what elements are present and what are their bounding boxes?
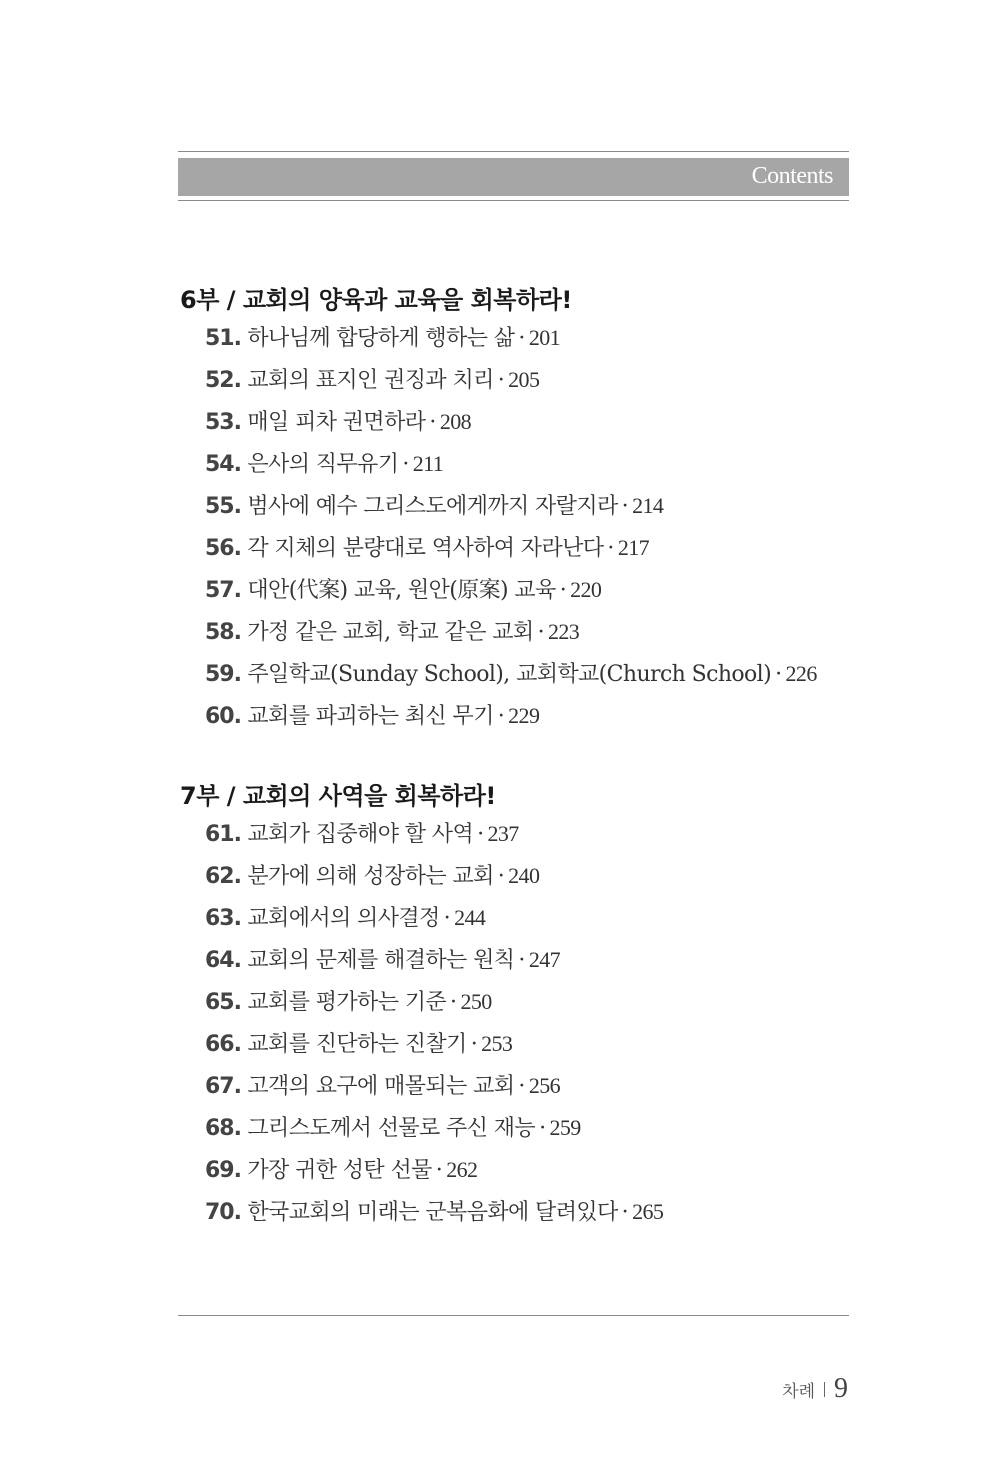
entry-title: 한국교회의 미래는 군복음화에 달려있다	[247, 1200, 618, 1225]
entry-title: 교회를 진단하는 진찰기	[247, 1032, 467, 1057]
section-part-6	[180, 283, 840, 737]
entry-number: 61.	[205, 822, 241, 847]
page-footer	[782, 1372, 848, 1406]
entry-number: 69.	[205, 1158, 241, 1183]
toc-entry[interactable]	[205, 653, 840, 695]
toc-entry[interactable]	[205, 813, 840, 855]
entry-number: 53.	[205, 410, 241, 435]
entry-separator: ·	[621, 1200, 629, 1225]
entry-separator: ·	[497, 368, 505, 393]
toc-entry[interactable]	[205, 1191, 840, 1233]
entry-page-number: 259	[549, 1115, 581, 1140]
entry-separator: ·	[450, 990, 457, 1015]
entry-title: 교회를 파괴하는 최신 무기	[247, 704, 494, 729]
entry-title: 교회의 문제를 해결하는 원칙	[247, 948, 515, 973]
entry-number: 66.	[205, 1032, 241, 1057]
toc-entry[interactable]	[205, 485, 840, 527]
toc-entry[interactable]	[205, 527, 840, 569]
footer-divider	[824, 1382, 825, 1397]
entry-title: 대안(代案) 교육, 원안(原案) 교육	[247, 578, 556, 603]
entry-page-number: 223	[547, 619, 580, 644]
entry-number: 68.	[205, 1116, 241, 1141]
toc-entry[interactable]	[205, 1149, 840, 1191]
entry-page-number: 240	[508, 863, 540, 888]
entry-page-number: 211	[412, 451, 444, 476]
toc-entry[interactable]	[205, 359, 840, 401]
entry-separator: ·	[402, 452, 409, 477]
entry-list	[180, 813, 840, 1233]
entry-separator: ·	[621, 494, 629, 519]
entry-title: 그리스도께서 선물로 주신 재능	[247, 1116, 536, 1141]
entry-title: 교회의 표지인 권징과 치리	[247, 368, 494, 393]
entry-separator: ·	[518, 326, 525, 351]
entry-page-number: 250	[460, 989, 492, 1014]
entry-number: 59.	[205, 662, 241, 687]
entry-number: 52.	[205, 368, 241, 393]
contents-title: Contents	[751, 163, 833, 189]
entry-number: 63.	[205, 906, 241, 931]
entry-separator: ·	[497, 704, 505, 729]
header-top-rule	[178, 151, 849, 152]
entry-title: 가정 같은 교회, 학교 같은 교회	[247, 620, 534, 645]
toc-entry[interactable]	[205, 401, 840, 443]
entry-title: 교회를 평가하는 기준	[247, 990, 447, 1015]
section-part-7	[180, 779, 840, 1233]
header-bottom-rule	[178, 200, 849, 201]
entry-page-number: 244	[454, 905, 486, 930]
entry-title: 하나님께 합당하게 행하는 삶	[247, 326, 515, 351]
entry-separator: ·	[443, 906, 451, 931]
entry-number: 62.	[205, 864, 241, 889]
entry-title: 고객의 요구에 매몰되는 교회	[247, 1074, 515, 1099]
section-title: 7부 / 교회의 사역을 회복하라!	[180, 782, 496, 810]
entry-title: 주일학교(Sunday School), 교회학교(Church School)	[247, 662, 772, 687]
entry-page-number: 205	[508, 367, 540, 392]
entry-title: 교회에서의 의사결정	[247, 906, 440, 931]
toc-entry[interactable]	[205, 939, 840, 981]
entry-page-number: 247	[528, 947, 561, 972]
entry-number: 65.	[205, 990, 241, 1015]
entry-title: 은사의 직무유기	[247, 452, 399, 477]
entry-number: 58.	[205, 620, 241, 645]
entry-title: 각 지체의 분량대로 역사하여 자라난다	[247, 536, 604, 561]
entry-number: 55.	[205, 494, 241, 519]
toc-entry[interactable]	[205, 1107, 840, 1149]
entry-page-number: 229	[508, 703, 540, 728]
entry-separator: ·	[429, 410, 436, 435]
entry-page-number: 226	[785, 661, 817, 686]
entry-number: 70.	[205, 1200, 241, 1225]
toc-entry[interactable]	[205, 897, 840, 939]
footer-rule	[178, 1315, 849, 1316]
entry-page-number: 256	[528, 1073, 561, 1098]
entry-separator: ·	[497, 864, 505, 889]
footer-label: 차례	[782, 1381, 815, 1402]
toc-entry[interactable]	[205, 1023, 840, 1065]
section-title: 6부 / 교회의 양육과 교육을 회복하라!	[180, 286, 572, 314]
entry-page-number: 262	[446, 1157, 478, 1182]
entry-separator: ·	[775, 662, 782, 687]
entry-page-number: 265	[632, 1199, 664, 1224]
toc-entry[interactable]	[205, 981, 840, 1023]
entry-page-number: 214	[632, 493, 664, 518]
entry-number: 64.	[205, 948, 241, 973]
entry-separator: ·	[539, 1116, 546, 1141]
toc-entry[interactable]	[205, 569, 840, 611]
contents-header-band	[178, 158, 849, 196]
entry-title: 분가에 의해 성장하는 교회	[247, 864, 494, 889]
entry-number: 56.	[205, 536, 241, 561]
entry-number: 57.	[205, 578, 241, 603]
entry-page-number: 220	[570, 577, 602, 602]
entry-separator: ·	[537, 620, 544, 645]
entry-number: 67.	[205, 1074, 241, 1099]
entry-page-number: 237	[487, 821, 519, 846]
page-number: 9	[834, 1373, 848, 1404]
entry-list	[180, 317, 840, 737]
entry-separator: ·	[518, 1074, 525, 1099]
entry-number: 54.	[205, 452, 241, 477]
toc-entry[interactable]	[205, 695, 840, 737]
toc-entry[interactable]	[205, 317, 840, 359]
entry-title: 매일 피차 권면하라	[247, 410, 426, 435]
entry-separator: ·	[470, 1032, 478, 1057]
entry-page-number: 208	[439, 409, 472, 434]
entry-number: 60.	[205, 704, 241, 729]
toc-entry[interactable]	[205, 855, 840, 897]
entry-page-number: 201	[528, 325, 561, 350]
entry-title: 범사에 예수 그리스도에게까지 자랄지라	[247, 494, 618, 519]
toc-entry[interactable]	[205, 1065, 840, 1107]
entry-page-number: 217	[617, 535, 650, 560]
entry-page-number: 253	[481, 1031, 513, 1056]
entry-separator: ·	[559, 578, 567, 603]
entry-title: 교회가 집중해야 할 사역	[247, 822, 474, 847]
entry-separator: ·	[477, 822, 484, 847]
entry-separator: ·	[607, 536, 614, 561]
entry-separator: ·	[435, 1158, 443, 1183]
entry-number: 51.	[205, 326, 241, 351]
entry-separator: ·	[518, 948, 525, 973]
entry-title: 가장 귀한 성탄 선물	[247, 1158, 432, 1183]
toc-entry[interactable]	[205, 611, 840, 653]
toc-entry[interactable]	[205, 443, 840, 485]
